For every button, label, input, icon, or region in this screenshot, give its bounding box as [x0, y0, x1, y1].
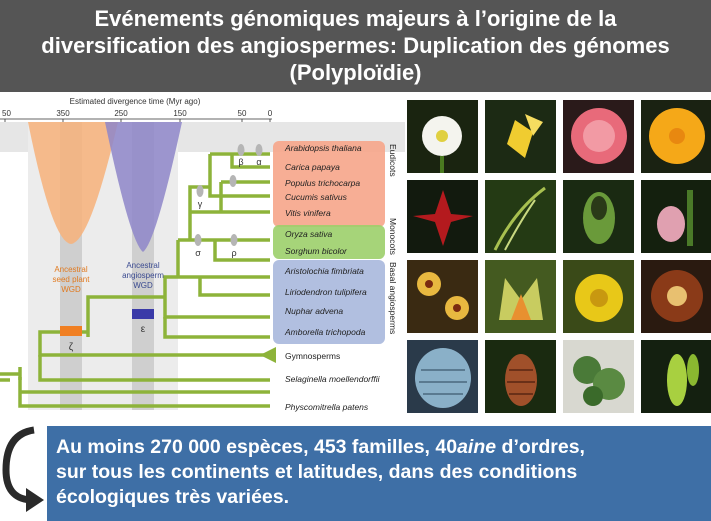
alpha-label: α: [256, 157, 262, 167]
taxon-label: Selaginella moellendorffii: [285, 374, 380, 384]
taxon-label: Nuphar advena: [285, 306, 344, 316]
yellow-water-lily-photo: [563, 260, 634, 333]
phylogeny-figure: [0, 92, 711, 417]
angio-wgd-label: WGD: [133, 281, 153, 290]
photo-tile: [407, 340, 478, 413]
rho-marker: [231, 234, 238, 246]
photo-tile: [641, 260, 711, 333]
tulip-tree-flower-photo: [485, 260, 556, 333]
summary-italic-text: aine: [457, 436, 497, 458]
gamma-marker: [197, 185, 204, 197]
photo-tile: [641, 340, 711, 413]
angio-wgd-label: angiosperm: [122, 271, 164, 280]
axis-label: Estimated divergence time (Myr ago): [69, 97, 201, 106]
tick-label: 0: [267, 109, 273, 118]
photo-tile: [485, 180, 556, 253]
epsilon-label: ε: [140, 324, 146, 335]
seed-wgd-label: WGD: [61, 285, 81, 294]
photo-tile: [563, 100, 634, 173]
beta-label: β: [238, 157, 244, 167]
taxon-label: Vitis vinifera: [285, 208, 331, 218]
summary-line-1: [56, 435, 711, 460]
curved-arrow-icon: [0, 420, 50, 521]
angio-wgd-label: Ancestral: [126, 261, 160, 270]
title-line-2: diversification des angiospermes: Duplication des génomes: [41, 33, 670, 58]
taxon-label: Amborella trichopoda: [285, 327, 366, 337]
summary-box: [47, 426, 711, 521]
photo-tile: [485, 340, 556, 413]
green-moss-capsule-photo: [641, 340, 711, 413]
pink-pompom-flower-photo: [563, 100, 634, 173]
tick-label: 350: [56, 109, 70, 118]
photo-tile: [407, 180, 478, 253]
taxon-label: Gymnosperms: [285, 351, 341, 361]
tick-label: 50: [2, 109, 11, 118]
seed-wgd-label: seed plant: [52, 275, 90, 284]
taxon-label: Cucumis sativus: [285, 192, 347, 202]
photo-tile: [641, 180, 711, 253]
pink-slipper-orchid-photo: [641, 180, 711, 253]
summary-line-2: sur tous les continents et latitudes, dans des conditions: [56, 461, 578, 483]
taxon-label: Populus trichocarpa: [285, 178, 361, 188]
red-lily-flower-photo: [407, 180, 478, 253]
white-lily-flower-photo: [407, 100, 478, 173]
photo-tile: [563, 340, 634, 413]
photo-tile: [407, 260, 478, 333]
plant-photo-grid: [405, 96, 711, 414]
brown-pipevine-flower-photo: [641, 260, 711, 333]
beta-marker: [238, 144, 245, 156]
monocots-label: Monocots: [388, 218, 398, 255]
taxon-label: Carica papaya: [285, 162, 340, 172]
taxon-label: Physcomitrella patens: [285, 402, 369, 412]
title-line-1: Evénements génomiques majeurs à l’origine de la: [94, 6, 617, 31]
tick-label: 50: [237, 109, 247, 118]
yellow-columbine-flower-photo: [485, 100, 556, 173]
alpha-marker: [256, 144, 263, 156]
taxon-label: Aristolochia fimbriata: [285, 266, 364, 276]
photo-tile: [407, 100, 478, 173]
summary-text: Au moins 270 000 espèces, 453 familles, 40: [56, 436, 458, 458]
summary-line-3: écologiques très variées.: [56, 486, 290, 508]
eudicots-label: Eudicots: [388, 144, 398, 177]
gamma-label: γ: [197, 199, 203, 209]
pine-cone-photo: [485, 340, 556, 413]
seed-wgd-label: Ancestral: [54, 265, 88, 274]
orange-poppy-flower-photo: [641, 100, 711, 173]
photo-tile: [641, 100, 711, 173]
summary-text: d’ordres,: [496, 436, 585, 458]
photo-tile: [485, 100, 556, 173]
spotted-orchid-flower-photo: [407, 260, 478, 333]
selaginella-moss-photo: [563, 340, 634, 413]
photo-tile: [563, 260, 634, 333]
gymnosperm-triangle: [260, 347, 276, 363]
tick-label: 150: [173, 109, 187, 118]
green-pitcher-flower-photo: [563, 180, 634, 253]
basal-angiosperms-label: Basal angiosperms: [388, 262, 398, 335]
taxon-label: Oryza sativa: [285, 229, 333, 239]
rho-label: ρ: [231, 248, 237, 258]
tick-label: 250: [114, 109, 128, 118]
photo-tile: [563, 180, 634, 253]
sigma-label: σ: [195, 248, 201, 258]
grass-spikelet-photo: [485, 180, 556, 253]
photo-tile: [485, 260, 556, 333]
sigma-marker: [195, 234, 202, 246]
populus-marker: [230, 175, 237, 187]
title-line-3: (Polyploïdie): [289, 60, 422, 85]
cycad-cone-photo: [407, 340, 478, 413]
taxon-label: Arabidopsis thaliana: [285, 143, 362, 153]
slide-title: [0, 0, 711, 92]
taxon-label: Sorghum bicolor: [285, 246, 347, 256]
zeta-wgd-marker: [60, 326, 82, 336]
zeta-label: ζ: [68, 342, 74, 353]
taxon-label: Liriodendron tulipifera: [285, 287, 367, 297]
epsilon-wgd-marker: [132, 309, 154, 319]
phylogenetic-tree: [0, 92, 405, 417]
